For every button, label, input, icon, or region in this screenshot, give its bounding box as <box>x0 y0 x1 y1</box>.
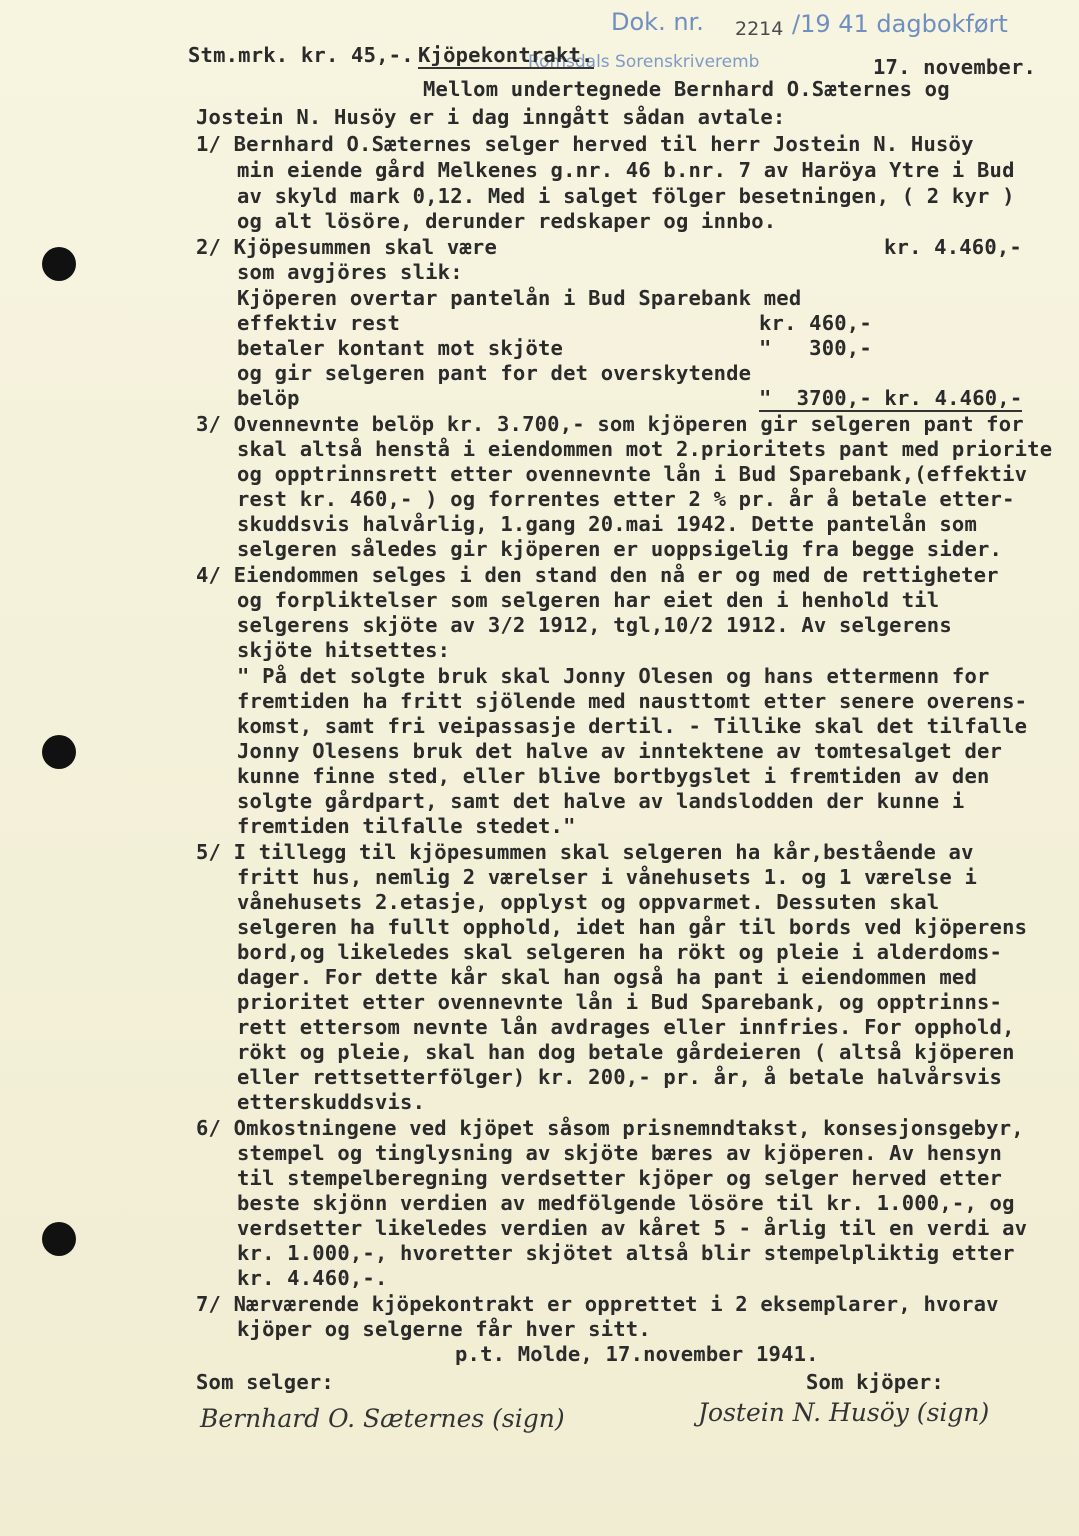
amount-total: kr. 4.460,- <box>884 235 1022 259</box>
body-line: rökt og pleie, skal han dog betale gårdeieren ( altså kjöperen <box>237 1040 1015 1064</box>
body-line: 6/ Omkostningene ved kjöpet såsom prisnemndtakst, konsesjonsgebyr, <box>196 1116 1024 1140</box>
body-line: rest kr. 460,- ) og forrentes etter 2 % pr. år å betale etter- <box>237 487 1015 511</box>
amount-rest: kr. 460,- <box>759 311 872 335</box>
seller-signature: Bernhard O. Sæternes (sign) <box>200 1404 565 1433</box>
body-line: 7/ Nærværende kjöpekontrakt er opprettet i 2 eksemplarer, hvorav <box>196 1292 999 1316</box>
body-line: Jostein N. Husöy er i dag inngått sådan avtale: <box>196 105 786 129</box>
body-line: 2/ Kjöpesummen skal være <box>196 235 498 259</box>
seller-label: Som selger: <box>196 1370 334 1394</box>
body-line: fremtiden tilfalle stedet." <box>237 814 576 838</box>
buyer-signature: Jostein N. Husöy (sign) <box>698 1398 990 1427</box>
body-line: bord,og likeledes skal selgeren ha rökt og pleie i alderdoms- <box>237 940 1003 964</box>
punch-hole-middle <box>42 735 76 769</box>
body-line: eller rettsetterfölger) kr. 200,- pr. år, å betale halvårsvis <box>237 1065 1003 1089</box>
body-line: belöp <box>237 386 300 410</box>
dok-stamp-label: Dok. nr. <box>611 8 704 36</box>
body-line: skal altså henstå i eiendommen mot 2.prioritets pant med priorite <box>237 437 1053 461</box>
body-line: av skyld mark 0,12. Med i salget fölger besetningen, ( 2 kyr ) <box>237 184 1015 208</box>
body-line: kunne finne sted, eller blive bortbygslet i fremtiden av den <box>237 764 990 788</box>
body-line: og gir selgeren pant for det overskytende <box>237 361 752 385</box>
body-line: 5/ I tillegg til kjöpesummen skal selgeren ha kår,bestående av <box>196 840 974 864</box>
buyer-label: Som kjöper: <box>806 1370 944 1394</box>
body-line: effektiv rest <box>237 311 401 335</box>
body-line: som avgjöres slik: <box>237 260 463 284</box>
body-line: min eiende gård Melkenes g.nr. 46 b.nr. 7 av Haröya Ytre i Bud <box>237 158 1015 182</box>
body-line: verdsetter likeledes verdien av kåret 5 - årlig til en verdi av <box>237 1216 1028 1240</box>
body-line: etterskuddsvis. <box>237 1090 426 1114</box>
body-line: dager. For dette kår skal han også ha pant i eiendommen med <box>237 965 977 989</box>
amount-cash: " 300,- <box>759 336 872 360</box>
body-line: selgeren ha fullt opphold, idet han går til bords ved kjöperens <box>237 915 1028 939</box>
body-line: selgerens skjöte av 3/2 1912, tgl,10/2 1912. Av selgerens <box>237 613 952 637</box>
body-line: fremtiden ha fritt sjölende med nausttomt etter senere overens- <box>237 689 1028 713</box>
body-line: Kjöperen overtar pantelån i Bud Sparebank med <box>237 286 802 310</box>
body-line: 1/ Bernhard O.Sæternes selger herved til herr Jostein N. Husöy <box>196 132 974 156</box>
stamp-mark: Stm.mrk. kr. 45,-. <box>188 43 414 67</box>
body-line: Mellom undertegnede Bernhard O.Sæternes og <box>423 77 950 101</box>
body-line: 3/ Ovennevnte belöp kr. 3.700,- som kjöperen gir selgeren pant for <box>196 412 1024 436</box>
punch-hole-bottom <box>42 1222 76 1256</box>
body-line: vånehusets 2.etasje, opplyst og oppvarmet. Dessuten skal <box>237 890 940 914</box>
body-line: solgte gårdpart, samt det halve av landslodden der kunne i <box>237 789 965 813</box>
body-line: beste skjönn verdien av medfölgende lösöre til kr. 1.000,-, og <box>237 1191 1015 1215</box>
body-line: komst, samt fri veipassasje dertil. - Tillike skal det tilfalle <box>237 714 1028 738</box>
dok-stamp-year: /19 41 dagbokført <box>792 10 1008 38</box>
body-line: og alt lösöre, derunder redskaper og innbo. <box>237 209 777 233</box>
body-line: betaler kontant mot skjöte <box>237 336 564 360</box>
body-line: Jonny Olesens bruk det halve av inntektene av tomtesalget der <box>237 739 1003 763</box>
office-stamp: Romsdals Sorenskriveremb <box>528 52 760 72</box>
body-line: kr. 4.460,-. <box>237 1266 388 1290</box>
body-line: stempel og tinglysning av skjöte bæres av kjöperen. Av hensyn <box>237 1141 1003 1165</box>
body-line: fritt hus, nemlig 2 værelser i vånehusets 1. og 1 værelse i <box>237 865 977 889</box>
header-date: 17. november. <box>873 55 1037 79</box>
body-line: kr. 1.000,-, hvoretter skjötet altså blir stempelpliktig etter <box>237 1241 1015 1265</box>
body-line: selgeren således gir kjöperen er uoppsigelig fra begge sider. <box>237 537 1003 561</box>
body-line: og opptrinnsrett etter ovennevnte lån i Bud Sparebank,(effektiv <box>237 462 1028 486</box>
body-line: prioritet etter ovennevnte lån i Bud Sparebank, og opptrinns- <box>237 990 1003 1014</box>
body-line: og forpliktelser som selgeren har eiet den i henhold til <box>237 588 940 612</box>
body-line: skuddsvis halvårlig, 1.gang 20.mai 1942. Dette pantelån som <box>237 512 977 536</box>
body-line: til stempelberegning verdsetter kjöper og selger herved etter <box>237 1166 1003 1190</box>
amount-remainder: " 3700,- kr. 4.460,- <box>759 386 1023 410</box>
dok-stamp-number: 2214 <box>735 18 784 40</box>
place-date: p.t. Molde, 17.november 1941. <box>455 1342 819 1366</box>
body-line: " På det solgte bruk skal Jonny Olesen og hans ettermenn for <box>237 664 990 688</box>
body-line: rett ettersom nevnte lån avdrages eller innfries. For opphold, <box>237 1015 1015 1039</box>
body-line: skjöte hitsettes: <box>237 638 451 662</box>
body-line: 4/ Eiendommen selges i den stand den nå er og med de rettigheter <box>196 563 999 587</box>
body-line: kjöper og selgerne får hver sitt. <box>237 1317 651 1341</box>
punch-hole-top <box>42 247 76 281</box>
document-title: Kjöpekontrakt. <box>418 43 594 67</box>
